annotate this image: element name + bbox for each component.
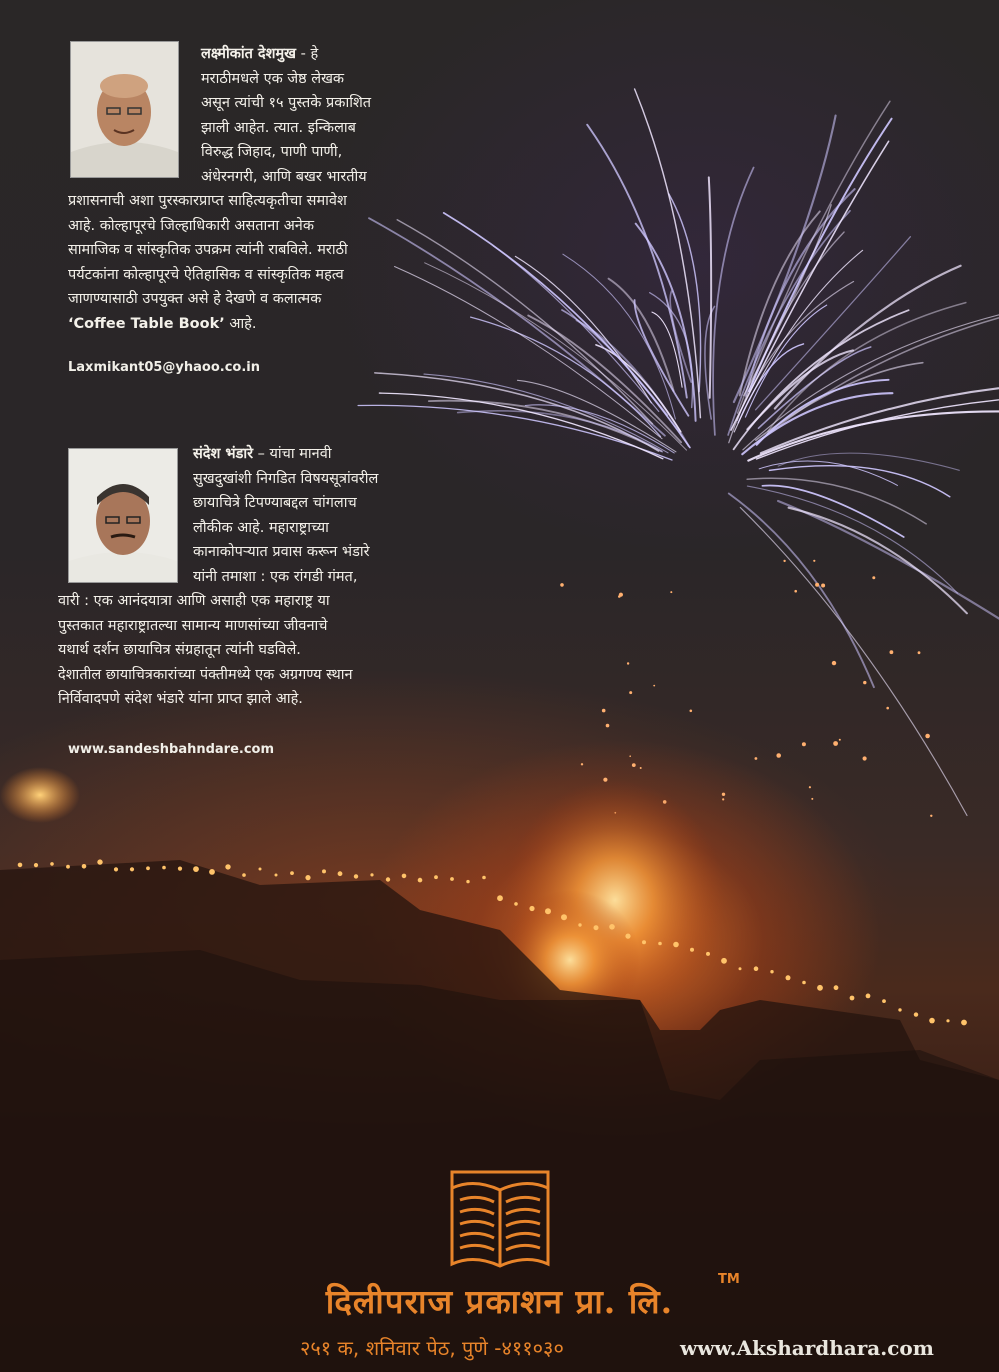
ember-spark [918, 651, 921, 654]
ember-spark [930, 815, 932, 817]
diya-lamp [259, 868, 262, 871]
diya-lamp [529, 906, 534, 911]
diya-lamp [225, 864, 230, 869]
diya-lamp [402, 874, 407, 879]
ember-spark [886, 707, 889, 710]
diya-lamp [882, 999, 886, 1003]
diya-lamp [497, 895, 503, 901]
publisher-address: २५१ क, शनिवार पेठ, पुणे -४११०३० [300, 1336, 564, 1360]
author1-email: Laxmikant05@yhaoo.co.in [68, 360, 261, 375]
firework-streak [587, 125, 687, 398]
ember-spark [839, 739, 841, 741]
author2-bio: संदेश भंडारे – यांचा मानवी सुखदुखांशी निगडित विषयसूत्रांवरील छायाचित्रे टिपण्याबद्दल चांगलाच लौकीक आहे. महाराष्ट्राच्या कानाकोपऱ्यात प्रवास करून भंडारे यांनी तमाशा : एक रांगडी गंमत, वारी : एक आनंदयात्रा आणि असाही एक महाराष्ट्र या पुस्तकात महाराष्ट्रातल्या सामान्य माणसांच्या जीवनाचे यथार्थ दर्शन छायाचित्र संग्रहातून त्यांनी घडविले. देशातील छायाचित्रकारांच्या पंक्तीमध्ये एक अग्रगण्य स्थान निर्विवादपणे संदेश भंडारे यांना प्राप्त झाले आहे. [58, 446, 379, 707]
diya-lamp [961, 1020, 967, 1026]
diya-lamp [82, 864, 87, 869]
ember-spark [863, 756, 867, 760]
diya-lamp [642, 940, 646, 944]
diya-lamp [146, 866, 150, 870]
diya-lamp [770, 970, 773, 973]
firework-streak [397, 220, 652, 424]
ember-spark [629, 691, 632, 694]
firework-streak [731, 141, 889, 430]
diya-lamp [929, 1018, 935, 1024]
diya-lamp [561, 914, 567, 920]
ember-spark [722, 798, 724, 800]
ember-spark [794, 590, 797, 593]
firework-streak [762, 485, 903, 537]
diya-lamp [466, 880, 469, 883]
diya-lamp [482, 876, 486, 880]
author2-name: संदेश भंडारे [193, 446, 254, 462]
diya-lamp [721, 958, 727, 964]
diya-lamp [290, 871, 294, 875]
firework-streak [746, 189, 855, 396]
ember-spark [872, 576, 875, 579]
diya-lamp [658, 942, 662, 946]
diya-lamp [898, 1008, 901, 1011]
diya-lamp [545, 908, 551, 914]
ember-spark [632, 763, 636, 767]
firework-streak [778, 501, 999, 642]
diya-lamp [946, 1019, 949, 1022]
firework-streak [395, 267, 663, 439]
diya-lamp [114, 867, 118, 871]
diya-lamp [817, 985, 823, 991]
diya-lamp [18, 863, 23, 868]
diya-lamp [594, 925, 599, 930]
diya-lamp [193, 866, 199, 872]
firework-streak [775, 266, 961, 409]
diya-lamp [434, 875, 438, 879]
diya-lamp [850, 996, 855, 1001]
ember-spark [653, 685, 655, 687]
ember-spark [722, 793, 725, 796]
firework-streak [759, 461, 897, 485]
diya-lamp [66, 865, 70, 869]
ember-spark [602, 709, 606, 713]
firework-streak [562, 310, 667, 415]
ember-spark [627, 662, 629, 664]
diya-lamp [275, 874, 278, 877]
open-book-icon [444, 1168, 556, 1272]
firework-streak [709, 177, 711, 397]
diya-lamp [834, 985, 839, 990]
diya-lamp [786, 975, 791, 980]
author1-name: लक्ष्मीकांत देशमुख [201, 46, 297, 62]
firework-streak [729, 494, 874, 688]
diya-lamp [706, 952, 710, 956]
ember-spark [755, 757, 758, 760]
ember-spark [833, 741, 838, 746]
diya-lamp [386, 877, 390, 881]
diya-lamp [162, 866, 166, 870]
diya-lamp [609, 924, 615, 930]
ember-spark [863, 681, 866, 684]
ember-spark [783, 560, 785, 562]
diya-lamp [690, 948, 694, 952]
diya-lamp [739, 967, 742, 970]
diya-lamp [866, 994, 871, 999]
ember-spark [815, 583, 819, 587]
diya-lamp [418, 878, 423, 883]
firework-streak [757, 395, 999, 459]
diya-lamp [914, 1012, 918, 1016]
diya-lamp [322, 869, 326, 873]
firework-streak [493, 246, 659, 411]
ember-spark [670, 591, 672, 593]
ember-spark [813, 560, 815, 562]
ember-spark [606, 724, 610, 728]
diya-lamp [802, 981, 806, 985]
watermark-url: www.Akshardhara.com [680, 1336, 934, 1360]
ember-spark [809, 786, 811, 788]
diya-lamp [242, 873, 246, 877]
diya-lamp [338, 871, 343, 876]
diya-lamp [578, 923, 581, 926]
diya-lamp [97, 859, 102, 864]
ember-spark [629, 755, 631, 757]
diya-lamp [354, 874, 358, 878]
ember-spark [560, 583, 564, 587]
trademark-mark: TM [718, 1272, 740, 1287]
diya-lamp [450, 877, 454, 881]
ember-spark [690, 710, 693, 713]
ember-spark [925, 734, 930, 739]
ember-spark [811, 798, 813, 800]
firework-streak [471, 317, 661, 436]
author1-bio: लक्ष्मीकांत देशमुख - हे मराठीमधले एक जेष्ठ लेखक असून त्यांची १५ पुस्तके प्रकाशित झाली आहेत. त्यात. इन्किलाब विरुद्ध जिहाद, पाणी पाणी, अंधेरनगरी, आणि बखर भारतीय प्रशासनाची अशा पुरस्कारप्राप्त साहित्यकृतीचा समावेश आहे. कोल्हापूरचे जिल्हाधिकारी असताना अनेक सामाजिक व सांस्कृतिक उपक्रम त्यांनी राबविले. मराठी पर्यटकांना कोल्हापूरचे ऐतिहासिक व सांस्कृतिक महत्व जाणण्यासाठी उपयुक्त असे हे देखणे व कलात्मक ‘Coffee Table Book’ आहे. [68, 46, 372, 332]
firework-streak [740, 508, 967, 816]
diya-lamp [754, 966, 759, 971]
ember-spark [640, 767, 642, 769]
firework-streak [670, 291, 691, 382]
diya-lamp [625, 934, 630, 939]
book-type-label: ‘Coffee Table Book’ [68, 315, 225, 332]
ember-spark [618, 595, 621, 598]
diya-lamp [514, 902, 518, 906]
ember-spark [802, 742, 806, 746]
firework-streak [757, 308, 999, 443]
diya-lamp [130, 867, 134, 871]
ember-spark [890, 650, 894, 654]
diya-lamp [673, 942, 679, 948]
ember-spark [832, 661, 836, 665]
ember-spark [821, 584, 825, 588]
diya-lamp [370, 873, 373, 876]
diya-lamp [50, 862, 54, 866]
diya-lamp [305, 875, 310, 880]
diya-lamp [209, 869, 215, 875]
author2-website: www.sandeshbahndare.com [68, 742, 275, 757]
publisher-name: दिलीपराज प्रकाशन प्रा. लि. [325, 1282, 674, 1321]
diya-lamp [178, 867, 182, 871]
ember-spark [581, 763, 583, 765]
ember-spark [776, 753, 781, 758]
diya-lamp [34, 863, 38, 867]
